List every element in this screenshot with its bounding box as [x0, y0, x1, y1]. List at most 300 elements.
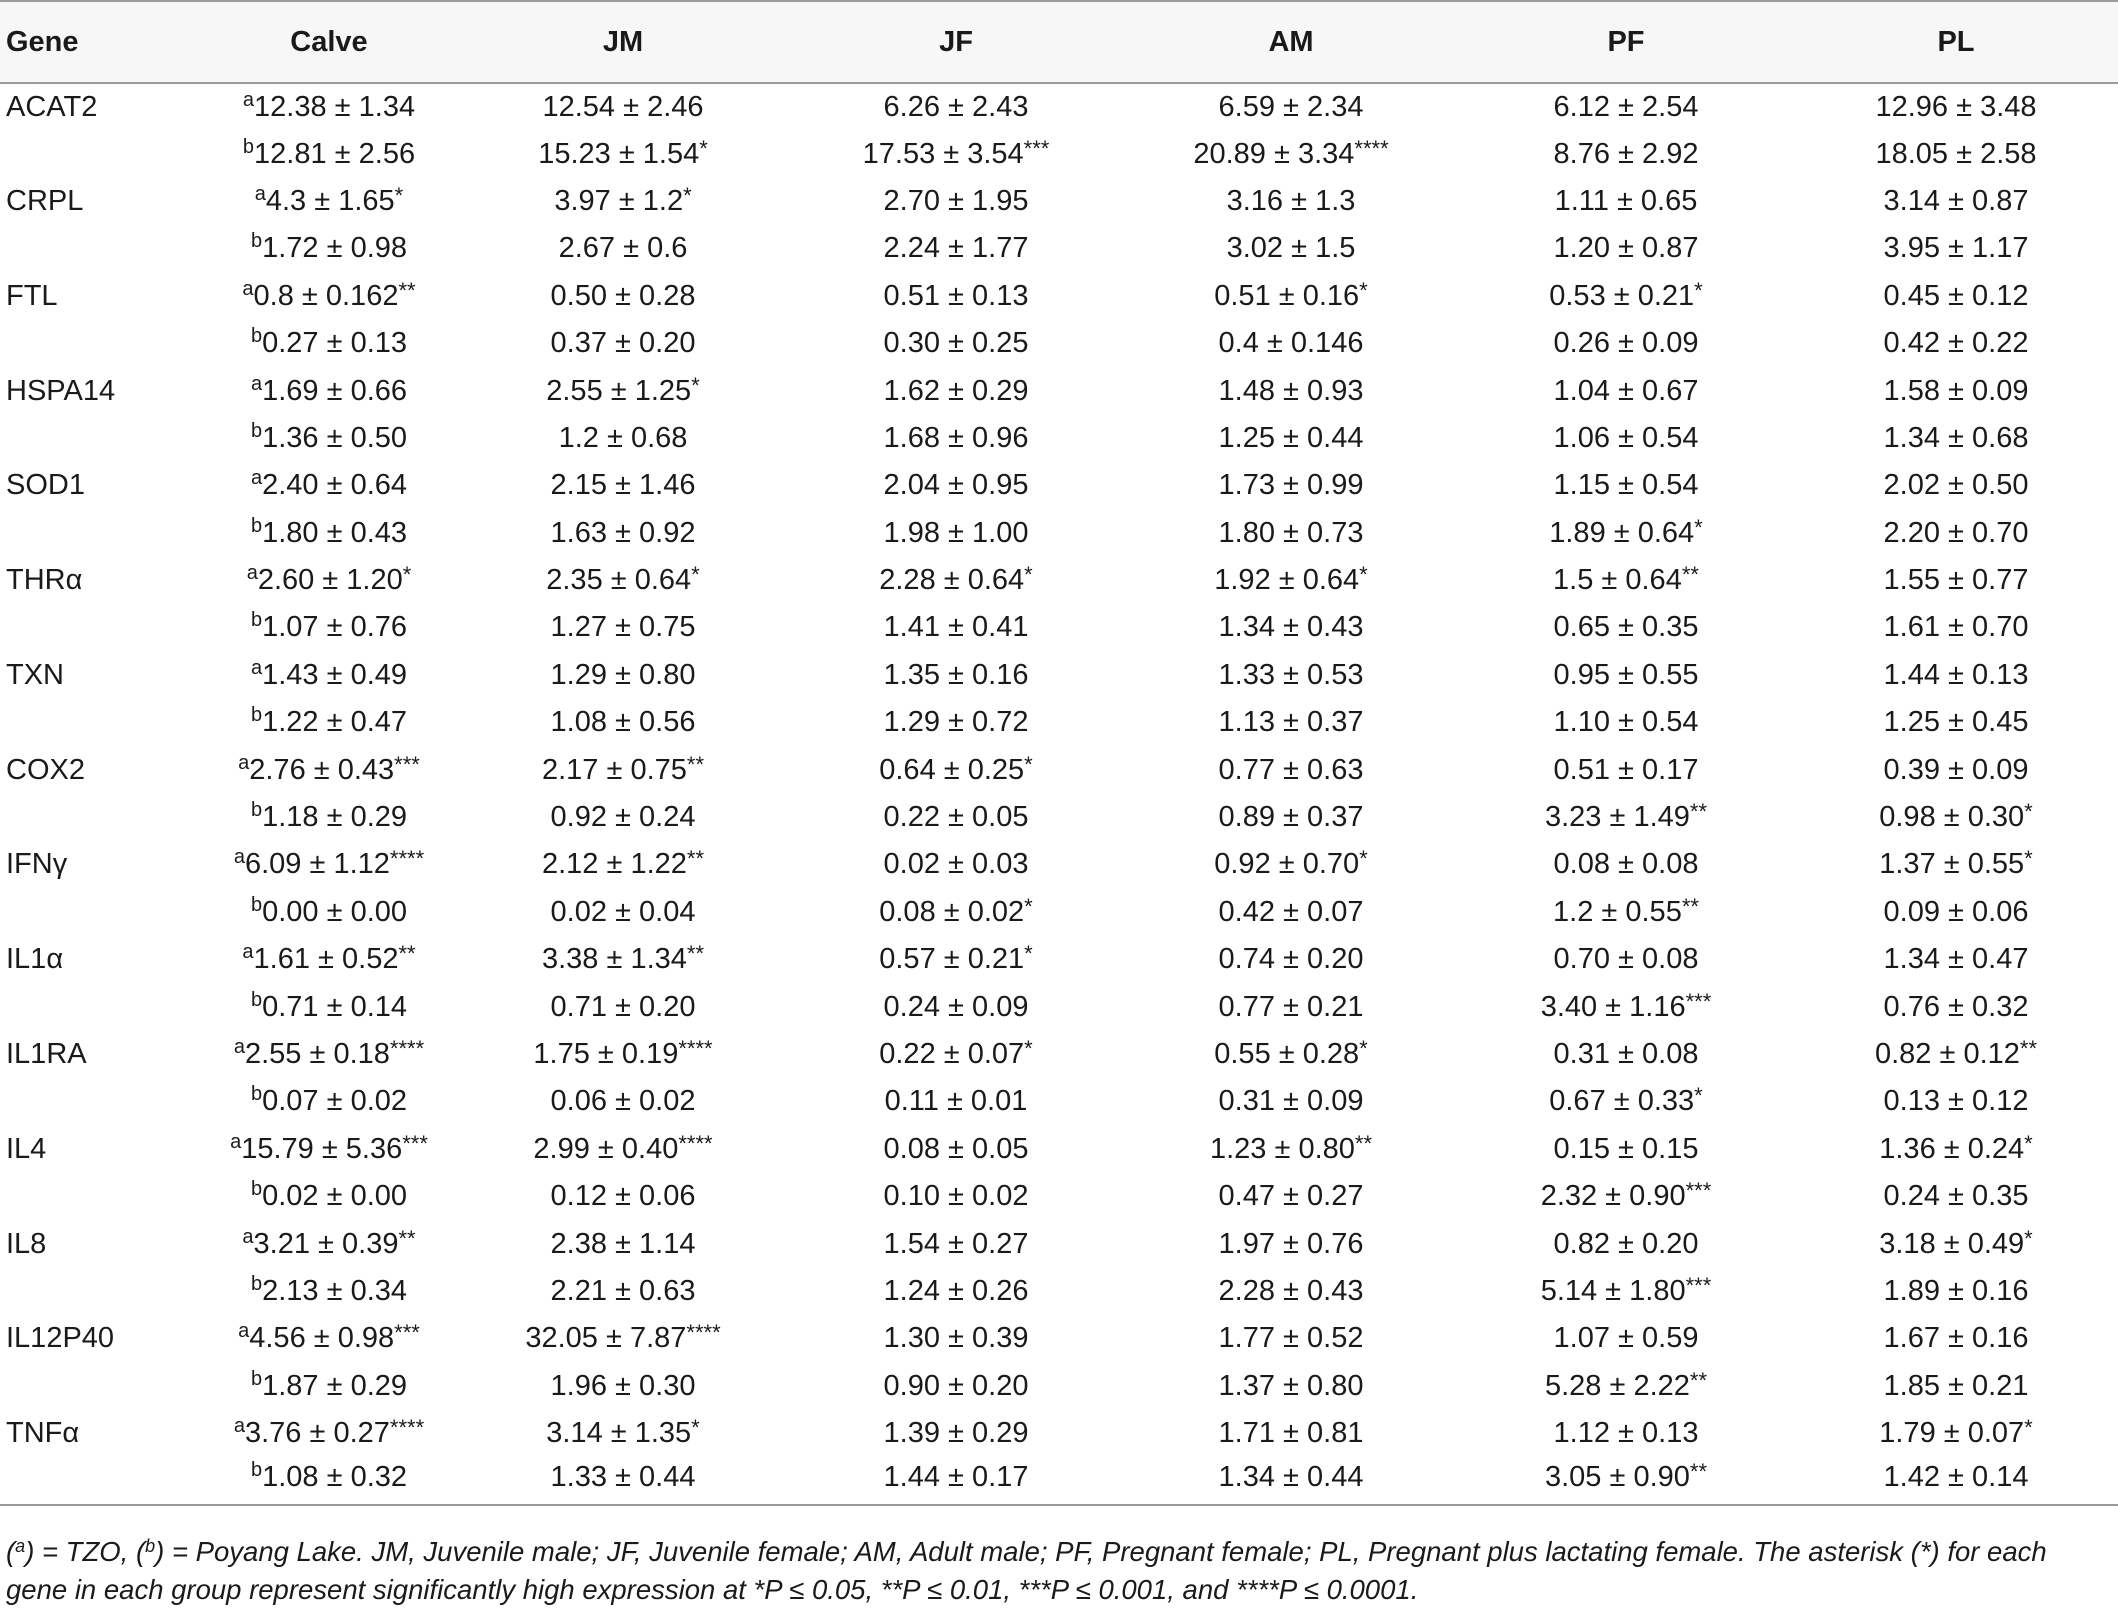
- mean-sd-value: 0.89 ± 0.37: [1218, 801, 1364, 834]
- significance-asterisks: *: [402, 562, 412, 588]
- gene-name-cell: FTL: [6, 279, 58, 312]
- am-value-cell: [1124, 889, 1458, 936]
- significance-asterisks: *: [691, 372, 700, 398]
- pf-value-cell: [1458, 841, 1794, 888]
- mean-sd-value: 6.09 ± 1.12: [244, 848, 390, 881]
- pf-value-cell: [1458, 1410, 1794, 1457]
- mean-sd-value: 1.61 ± 0.52: [253, 943, 399, 976]
- jm-value-cell: [458, 1315, 788, 1362]
- mean-sd-value: 1.41 ± 0.41: [883, 611, 1029, 644]
- mean-sd-value: 1.29 ± 0.80: [550, 658, 696, 691]
- gene-name-cell: CRPL: [6, 184, 84, 217]
- mean-sd-value: 0.39 ± 0.09: [1883, 753, 2029, 786]
- significance-asterisks: **: [1681, 893, 1699, 919]
- mean-sd-value: 1.34 ± 0.68: [1883, 421, 2029, 454]
- mean-sd-value: 12.96 ± 3.48: [1875, 90, 2037, 123]
- jm-value-cell: [458, 178, 788, 225]
- mean-sd-value: 0.30 ± 0.25: [883, 327, 1029, 360]
- am-value-cell: [1124, 462, 1458, 509]
- gene-name-cell: [0, 1268, 200, 1315]
- mean-sd-value: 1.48 ± 0.93: [1218, 374, 1364, 407]
- mean-sd-value: 1.29 ± 0.72: [883, 706, 1029, 739]
- mean-sd-value: 2.20 ± 0.70: [1883, 516, 2029, 549]
- footnote-mark-b: b: [145, 1536, 156, 1556]
- mean-sd-value: 1.71 ± 0.81: [1218, 1417, 1364, 1450]
- significance-asterisks: ****: [678, 1130, 713, 1156]
- significance-asterisks: **: [398, 941, 416, 967]
- mean-sd-value: 1.25 ± 0.44: [1218, 421, 1364, 454]
- jf-value-cell: [788, 1410, 1124, 1457]
- table-row: [0, 557, 2118, 604]
- pf-value-cell: [1458, 936, 1794, 983]
- pl-value-cell: [1794, 1363, 2118, 1410]
- pf-value-cell: [1458, 1268, 1794, 1315]
- mean-sd-value: 0.00 ± 0.00: [262, 895, 408, 928]
- pl-value-cell: [1794, 652, 2118, 699]
- gene-name-cell: [0, 510, 200, 557]
- mean-sd-value: 3.21 ± 0.39: [253, 1227, 399, 1260]
- mean-sd-value: 0.27 ± 0.13: [262, 327, 408, 360]
- gene-name-cell: SOD1: [6, 469, 85, 502]
- site-marker: b: [250, 1459, 263, 1482]
- gene-name-cell: [0, 699, 200, 746]
- pf-value-cell: [1458, 699, 1794, 746]
- mean-sd-value: 0.82 ± 0.12: [1874, 1038, 2020, 1070]
- pl-value-cell: [1794, 415, 2118, 462]
- am-value-cell: [1124, 1078, 1458, 1125]
- table-row: [0, 225, 2118, 272]
- mean-sd-value: 1.68 ± 0.96: [883, 421, 1029, 454]
- am-value-cell: [1124, 936, 1458, 983]
- mean-sd-value: 1.44 ± 0.13: [1883, 658, 2029, 691]
- mean-sd-value: 17.53 ± 3.54: [862, 137, 1024, 170]
- pl-value-cell: [1794, 367, 2118, 414]
- mean-sd-value: 1.30 ± 0.39: [883, 1322, 1029, 1355]
- mean-sd-value: 0.67 ± 0.33: [1549, 1085, 1695, 1118]
- mean-sd-value: 5.14 ± 1.80: [1540, 1274, 1686, 1307]
- jf-value-cell: [788, 1173, 1124, 1220]
- mean-sd-value: 0.95 ± 0.55: [1553, 658, 1699, 691]
- jm-value-cell: [458, 699, 788, 746]
- significance-asterisks: *: [699, 135, 708, 161]
- pl-value-cell: [1794, 1126, 2118, 1173]
- am-value-cell: [1124, 510, 1458, 557]
- mean-sd-value: 1.73 ± 0.99: [1218, 469, 1364, 502]
- jm-value-cell: [458, 889, 788, 936]
- gene-name-cell: TXN: [6, 658, 64, 691]
- table-row: [0, 1031, 2118, 1078]
- site-marker: b: [250, 514, 263, 537]
- gene-name-cell: IL1α: [6, 943, 64, 976]
- mean-sd-value: 2.13 ± 0.34: [262, 1274, 408, 1307]
- mean-sd-value: 3.14 ± 0.87: [1883, 184, 2029, 217]
- site-marker: b: [250, 988, 263, 1011]
- mean-sd-value: 0.74 ± 0.20: [1218, 943, 1364, 976]
- pf-value-cell: [1458, 1457, 1794, 1504]
- mean-sd-value: 12.38 ± 1.34: [254, 90, 416, 123]
- jf-value-cell: [788, 1363, 1124, 1410]
- am-value-cell: [1124, 557, 1458, 604]
- mean-sd-value: 3.16 ± 1.3: [1226, 184, 1356, 217]
- mean-sd-value: 1.33 ± 0.44: [550, 1461, 696, 1494]
- calve-value-cell: [200, 320, 458, 367]
- mean-sd-value: 3.40 ± 1.16: [1540, 990, 1686, 1023]
- jm-value-cell: [458, 1220, 788, 1267]
- jm-value-cell: [458, 936, 788, 983]
- mean-sd-value: 1.11 ± 0.65: [1554, 184, 1698, 217]
- mean-sd-value: 0.64 ± 0.25: [879, 753, 1025, 786]
- significance-asterisks: *: [1359, 277, 1368, 303]
- jf-value-cell: [788, 699, 1124, 746]
- mean-sd-value: 0.31 ± 0.08: [1553, 1038, 1699, 1070]
- pf-value-cell: [1458, 178, 1794, 225]
- significance-asterisks: *: [2024, 846, 2033, 872]
- significance-asterisks: *: [691, 1415, 700, 1441]
- gene-name-cell: IL8: [6, 1227, 47, 1260]
- am-value-cell: [1124, 983, 1458, 1030]
- site-marker: a: [250, 372, 263, 395]
- significance-asterisks: **: [398, 277, 416, 303]
- site-marker: b: [250, 230, 263, 253]
- significance-asterisks: *: [1024, 562, 1033, 588]
- gene-name-cell: [0, 1173, 200, 1220]
- pl-value-cell: [1794, 794, 2118, 841]
- gene-name-cell: HSPA14: [6, 374, 116, 407]
- jm-value-cell: [458, 367, 788, 414]
- mean-sd-value: 1.18 ± 0.29: [262, 801, 408, 834]
- mean-sd-value: 0.50 ± 0.28: [550, 279, 696, 312]
- mean-sd-value: 1.13 ± 0.37: [1218, 706, 1364, 739]
- mean-sd-value: 0.02 ± 0.03: [883, 848, 1029, 881]
- pl-value-cell: [1794, 889, 2118, 936]
- significance-asterisks: *: [1694, 277, 1703, 303]
- mean-sd-value: 1.08 ± 0.32: [262, 1461, 408, 1494]
- pl-value-cell: [1794, 320, 2118, 367]
- significance-asterisks: ***: [394, 751, 420, 777]
- jm-value-cell: [458, 462, 788, 509]
- calve-value-cell: [200, 1268, 458, 1315]
- mean-sd-value: 1.5 ± 0.64: [1553, 564, 1682, 597]
- am-value-cell: [1124, 746, 1458, 793]
- mean-sd-value: 0.45 ± 0.12: [1883, 279, 2029, 312]
- significance-asterisks: **: [1354, 1130, 1373, 1156]
- significance-asterisks: *: [683, 182, 692, 208]
- mean-sd-value: 1.37 ± 0.80: [1218, 1369, 1364, 1402]
- pf-value-cell: [1458, 1078, 1794, 1125]
- mean-sd-value: 1.89 ± 0.16: [1883, 1274, 2029, 1307]
- mean-sd-value: 12.81 ± 2.56: [254, 137, 416, 170]
- calve-value-cell: [200, 604, 458, 651]
- table-row: [0, 510, 2118, 557]
- gene-name-cell: IFNγ: [6, 848, 68, 881]
- mean-sd-value: 8.76 ± 2.92: [1553, 137, 1699, 170]
- significance-asterisks: ***: [1685, 988, 1712, 1014]
- jm-value-cell: [458, 1363, 788, 1410]
- pf-value-cell: [1458, 604, 1794, 651]
- significance-asterisks: ****: [678, 1036, 713, 1061]
- table-row: [0, 83, 2118, 130]
- table-row: [0, 320, 2118, 367]
- jf-value-cell: [788, 462, 1124, 509]
- gene-name-cell: [0, 415, 200, 462]
- mean-sd-value: 1.20 ± 0.87: [1553, 232, 1699, 265]
- mean-sd-value: 3.18 ± 0.49: [1879, 1227, 2025, 1260]
- gene-name-cell: [0, 983, 200, 1030]
- mean-sd-value: 0.37 ± 0.20: [550, 327, 696, 360]
- pf-value-cell: [1458, 1126, 1794, 1173]
- site-marker: a: [238, 751, 250, 774]
- mean-sd-value: 0.4 ± 0.146: [1218, 327, 1364, 360]
- mean-sd-value: 1.27 ± 0.75: [550, 611, 696, 644]
- jf-value-cell: [788, 1078, 1124, 1125]
- pf-value-cell: [1458, 415, 1794, 462]
- significance-asterisks: *: [1024, 893, 1033, 919]
- mean-sd-value: 1.62 ± 0.29: [883, 374, 1029, 407]
- am-value-cell: [1124, 1363, 1458, 1410]
- mean-sd-value: 0.98 ± 0.30: [1879, 801, 2025, 834]
- mean-sd-value: 1.15 ± 0.54: [1553, 469, 1699, 502]
- table-row: [0, 1315, 2118, 1362]
- table-row: [0, 367, 2118, 414]
- jm-value-cell: [458, 1078, 788, 1125]
- am-value-cell: [1124, 1126, 1458, 1173]
- significance-asterisks: **: [1689, 1459, 1708, 1485]
- am-value-cell: [1124, 1315, 1458, 1362]
- mean-sd-value: 1.58 ± 0.09: [1883, 374, 2029, 407]
- mean-sd-value: 2.17 ± 0.75: [541, 753, 687, 786]
- table-row: [0, 746, 2118, 793]
- mean-sd-value: 1.89 ± 0.64: [1549, 516, 1695, 549]
- mean-sd-value: 1.80 ± 0.43: [262, 516, 408, 549]
- significance-asterisks: **: [1689, 799, 1708, 825]
- mean-sd-value: 1.37 ± 0.55: [1879, 848, 2025, 881]
- mean-sd-value: 2.24 ± 1.77: [883, 232, 1029, 265]
- am-value-cell: [1124, 1031, 1458, 1078]
- am-value-cell: [1124, 178, 1458, 225]
- am-value-cell: [1124, 1268, 1458, 1315]
- mean-sd-value: 0.08 ± 0.05: [883, 1132, 1029, 1165]
- pl-value-cell: [1794, 1457, 2118, 1504]
- jm-value-cell: [458, 1031, 788, 1078]
- calve-value-cell: [200, 1220, 458, 1267]
- mean-sd-value: 0.57 ± 0.21: [879, 943, 1025, 976]
- significance-asterisks: *: [1359, 846, 1368, 872]
- jf-value-cell: [788, 983, 1124, 1030]
- mean-sd-value: 1.12 ± 0.13: [1553, 1417, 1699, 1450]
- site-marker: b: [250, 1083, 263, 1106]
- pf-value-cell: [1458, 1220, 1794, 1267]
- calve-value-cell: [200, 178, 458, 225]
- mean-sd-value: 1.96 ± 0.30: [550, 1369, 696, 1402]
- table-row: [0, 794, 2118, 841]
- jf-value-cell: [788, 841, 1124, 888]
- mean-sd-value: 1.04 ± 0.67: [1553, 374, 1699, 407]
- mean-sd-value: 0.22 ± 0.07: [879, 1038, 1025, 1070]
- footnote-mark-a: a: [15, 1536, 26, 1556]
- mean-sd-value: 1.85 ± 0.21: [1883, 1369, 2029, 1402]
- calve-value-cell: [200, 462, 458, 509]
- mean-sd-value: 2.15 ± 1.46: [550, 469, 696, 502]
- pl-value-cell: [1794, 557, 2118, 604]
- jf-value-cell: [788, 510, 1124, 557]
- pl-value-cell: [1794, 178, 2118, 225]
- mean-sd-value: 1.25 ± 0.45: [1883, 706, 2029, 739]
- pf-value-cell: [1458, 1315, 1794, 1362]
- mean-sd-value: 1.08 ± 0.56: [550, 706, 696, 739]
- jm-value-cell: [458, 1173, 788, 1220]
- header-jm: JM: [602, 25, 644, 58]
- site-marker: b: [250, 419, 263, 442]
- calve-value-cell: [200, 130, 458, 177]
- calve-value-cell: [200, 225, 458, 272]
- header-gene: Gene: [6, 25, 79, 58]
- significance-asterisks: ***: [402, 1130, 428, 1156]
- mean-sd-value: 0.51 ± 0.13: [883, 279, 1029, 312]
- mean-sd-value: 0.51 ± 0.17: [1553, 753, 1699, 786]
- significance-asterisks: *: [691, 562, 700, 588]
- site-marker: b: [250, 1367, 263, 1390]
- jm-value-cell: [458, 83, 788, 130]
- significance-asterisks: ***: [1023, 135, 1050, 161]
- am-value-cell: [1124, 320, 1458, 367]
- gene-name-cell: IL1RA: [6, 1038, 87, 1070]
- jm-value-cell: [458, 983, 788, 1030]
- site-marker: b: [242, 135, 255, 158]
- pf-value-cell: [1458, 367, 1794, 414]
- mean-sd-value: 1.42 ± 0.14: [1883, 1461, 2029, 1494]
- pf-value-cell: [1458, 652, 1794, 699]
- mean-sd-value: 2.76 ± 0.43: [249, 753, 395, 786]
- mean-sd-value: 12.54 ± 2.46: [542, 90, 704, 123]
- site-marker: a: [233, 1036, 245, 1058]
- jm-value-cell: [458, 415, 788, 462]
- jm-value-cell: [458, 557, 788, 604]
- mean-sd-value: 1.24 ± 0.26: [883, 1274, 1029, 1307]
- am-value-cell: [1124, 794, 1458, 841]
- mean-sd-value: 1.75 ± 0.19: [533, 1038, 679, 1070]
- calve-value-cell: [200, 557, 458, 604]
- pl-value-cell: [1794, 699, 2118, 746]
- jf-value-cell: [788, 1315, 1124, 1362]
- site-marker: a: [254, 182, 266, 205]
- pf-value-cell: [1458, 83, 1794, 130]
- gene-name-cell: COX2: [6, 753, 85, 786]
- table-footnote: [6, 1533, 2106, 1609]
- table-row: [0, 1457, 2118, 1504]
- am-value-cell: [1124, 604, 1458, 651]
- pf-value-cell: [1458, 1363, 1794, 1410]
- mean-sd-value: 1.34 ± 0.44: [1218, 1461, 1364, 1494]
- header-am: AM: [1268, 25, 1314, 58]
- significance-asterisks: *: [2024, 799, 2033, 825]
- mean-sd-value: 1.07 ± 0.59: [1553, 1322, 1699, 1355]
- mean-sd-value: 0.10 ± 0.02: [883, 1180, 1029, 1213]
- header-calve: Calve: [290, 25, 368, 58]
- jm-value-cell: [458, 604, 788, 651]
- calve-value-cell: [200, 983, 458, 1030]
- mean-sd-value: 2.28 ± 0.64: [879, 564, 1025, 597]
- jf-value-cell: [788, 936, 1124, 983]
- jm-value-cell: [458, 652, 788, 699]
- table-row: [0, 130, 2118, 177]
- mean-sd-value: 2.21 ± 0.63: [550, 1274, 696, 1307]
- site-marker: a: [233, 1415, 245, 1438]
- significance-asterisks: *: [1024, 751, 1033, 777]
- mean-sd-value: 1.92 ± 0.64: [1214, 564, 1360, 597]
- mean-sd-value: 0.24 ± 0.35: [1883, 1180, 2029, 1213]
- significance-asterisks: **: [398, 1225, 416, 1251]
- mean-sd-value: 2.32 ± 0.90: [1540, 1180, 1686, 1213]
- jf-value-cell: [788, 1031, 1124, 1078]
- gene-name-cell: [0, 1457, 200, 1504]
- mean-sd-value: 1.79 ± 0.07: [1879, 1417, 2025, 1450]
- mean-sd-value: 5.28 ± 2.22: [1544, 1369, 1690, 1402]
- mean-sd-value: 1.34 ± 0.47: [1883, 943, 2029, 976]
- site-marker: a: [242, 88, 255, 111]
- jf-value-cell: [788, 794, 1124, 841]
- jf-value-cell: [788, 320, 1124, 367]
- significance-asterisks: **: [2019, 1036, 2038, 1061]
- site-marker: a: [233, 846, 245, 869]
- significance-asterisks: *: [2024, 1415, 2033, 1441]
- mean-sd-value: 0.71 ± 0.14: [262, 990, 408, 1023]
- significance-asterisks: **: [686, 751, 705, 777]
- pf-value-cell: [1458, 462, 1794, 509]
- significance-asterisks: *: [1359, 562, 1368, 588]
- mean-sd-value: 1.98 ± 1.00: [883, 516, 1029, 549]
- table-row: [0, 699, 2118, 746]
- gene-name-cell: ACAT2: [6, 90, 98, 123]
- significance-asterisks: *: [1024, 1036, 1033, 1061]
- mean-sd-value: 2.35 ± 0.64: [546, 564, 692, 597]
- mean-sd-value: 2.38 ± 1.14: [550, 1227, 696, 1260]
- mean-sd-value: 1.55 ± 0.77: [1883, 564, 2029, 597]
- mean-sd-value: 0.12 ± 0.06: [550, 1180, 696, 1213]
- mean-sd-value: 15.23 ± 1.54: [538, 137, 700, 170]
- jm-value-cell: [458, 273, 788, 320]
- mean-sd-value: 0.08 ± 0.08: [1553, 848, 1699, 881]
- jm-value-cell: [458, 794, 788, 841]
- significance-asterisks: *: [2024, 1225, 2033, 1251]
- jf-value-cell: [788, 1268, 1124, 1315]
- site-marker: b: [250, 1178, 263, 1201]
- am-value-cell: [1124, 367, 1458, 414]
- mean-sd-value: 1.72 ± 0.98: [262, 232, 408, 265]
- pf-value-cell: [1458, 557, 1794, 604]
- mean-sd-value: 3.23 ± 1.49: [1544, 801, 1690, 834]
- table-row: [0, 1173, 2118, 1220]
- mean-sd-value: 0.55 ± 0.28: [1214, 1038, 1360, 1070]
- mean-sd-value: 3.97 ± 1.2: [554, 184, 684, 217]
- pl-value-cell: [1794, 746, 2118, 793]
- calve-value-cell: [200, 83, 458, 130]
- mean-sd-value: 3.76 ± 0.27: [244, 1417, 390, 1450]
- jf-value-cell: [788, 83, 1124, 130]
- mean-sd-value: 3.14 ± 1.35: [546, 1417, 692, 1450]
- mean-sd-value: 0.07 ± 0.02: [262, 1085, 408, 1118]
- mean-sd-value: 1.87 ± 0.29: [262, 1369, 408, 1402]
- significance-asterisks: *: [1694, 1083, 1703, 1109]
- footnote-text-a: ) = TZO, (: [25, 1536, 146, 1567]
- significance-asterisks: **: [686, 846, 705, 872]
- table-row: [0, 1363, 2118, 1410]
- mean-sd-value: 0.22 ± 0.05: [883, 801, 1029, 834]
- mean-sd-value: 0.8 ± 0.162: [253, 279, 399, 312]
- significance-asterisks: *: [394, 182, 404, 208]
- calve-value-cell: [200, 415, 458, 462]
- jf-value-cell: [788, 889, 1124, 936]
- mean-sd-value: 0.51 ± 0.16: [1214, 279, 1360, 312]
